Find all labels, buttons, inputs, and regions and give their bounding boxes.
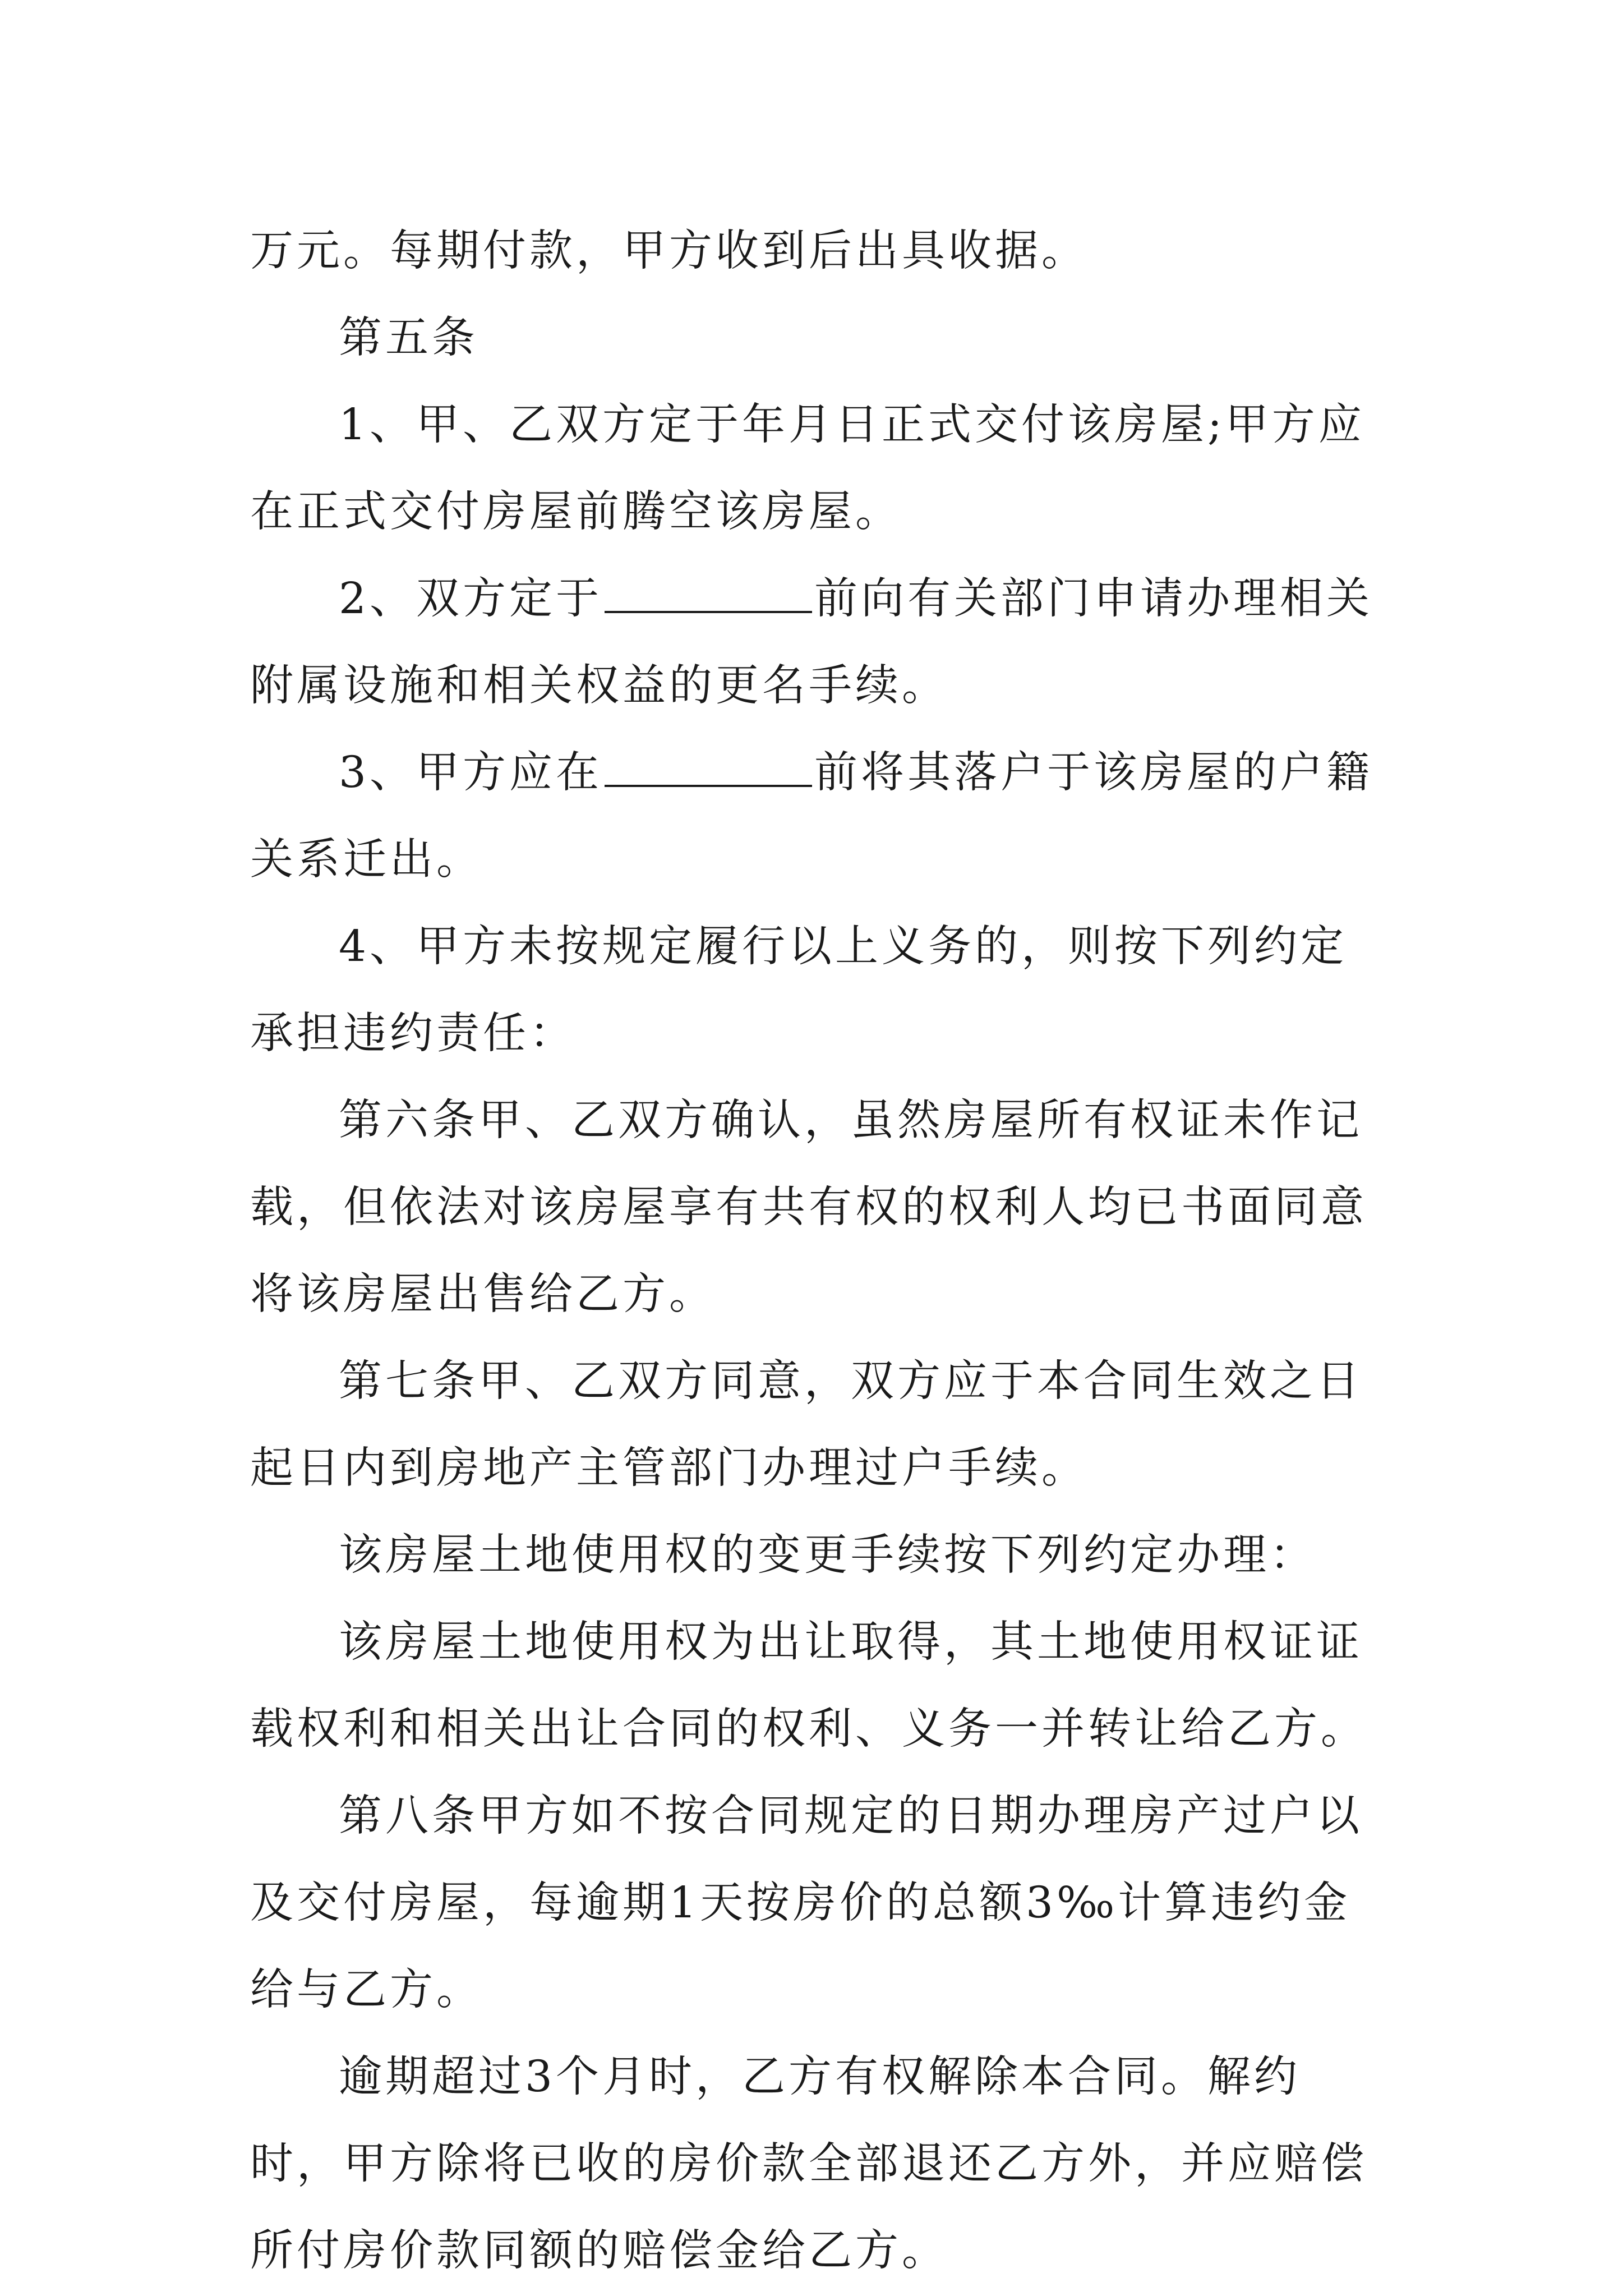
paragraph-rename-procedure-end: 前向有关部门申请办理相关附属设施和相关权益的更名手续。 bbox=[250, 574, 1373, 711]
paragraph-household-registration-start: 3、甲方应在 bbox=[339, 748, 602, 798]
paragraph-payment-receipt: 万元。每期付款，甲方收到后出具收据。 bbox=[250, 226, 1088, 276]
fill-in-blank-date bbox=[605, 576, 812, 613]
paragraph-overdue-termination: 逾期超过3个月时，乙方有权解除本合同。解约时，甲方除将已收的房价款全部退还乙方外，并应赔偿所付房价款同额的赔偿金给乙方。 bbox=[250, 2052, 1367, 2276]
document-body bbox=[250, 208, 1377, 2294]
paragraph-delivery-date: 1、甲、乙双方定于年月日正式交付该房屋;甲方应在正式交付房屋前腾空该房屋。 bbox=[250, 400, 1365, 537]
article-six-paragraph: 第六条甲、乙双方确认，虽然房屋所有权证未作记载，但依法对该房屋享有共有权的权利人均已书面同意将该房屋出售给乙方。 bbox=[250, 1096, 1367, 1319]
paragraph-household-registration bbox=[250, 729, 1377, 903]
article-five-heading: 第五条 bbox=[339, 313, 478, 363]
paragraph-rename-procedure-start: 2、双方定于 bbox=[339, 574, 602, 624]
article-eight-paragraph: 第八条甲方如不按合同规定的日期办理房产过户以及交付房屋，每逾期1天按房价的总额3‰计算违约金给与乙方。 bbox=[250, 1791, 1363, 2015]
paragraph-rename-procedure bbox=[250, 555, 1377, 729]
paragraph-breach-liability: 4、甲方未按规定履行以上义务的，则按下列约定承担违约责任： bbox=[250, 922, 1347, 1059]
fill-in-blank-date bbox=[605, 750, 812, 787]
paragraph-household-registration-end: 前将其落户于该房屋的户籍关系迁出。 bbox=[250, 748, 1373, 885]
paragraph-land-use-transfer: 该房屋土地使用权为出让取得，其土地使用权证证载权利和相关出让合同的权利、义务一并转让给乙方。 bbox=[250, 1617, 1367, 1754]
paragraph-land-use-change: 该房屋土地使用权的变更手续按下列约定办理： bbox=[339, 1530, 1316, 1580]
article-seven-paragraph: 第七条甲、乙双方同意，双方应于本合同生效之日起日内到房地产主管部门办理过户手续。 bbox=[250, 1356, 1363, 1493]
